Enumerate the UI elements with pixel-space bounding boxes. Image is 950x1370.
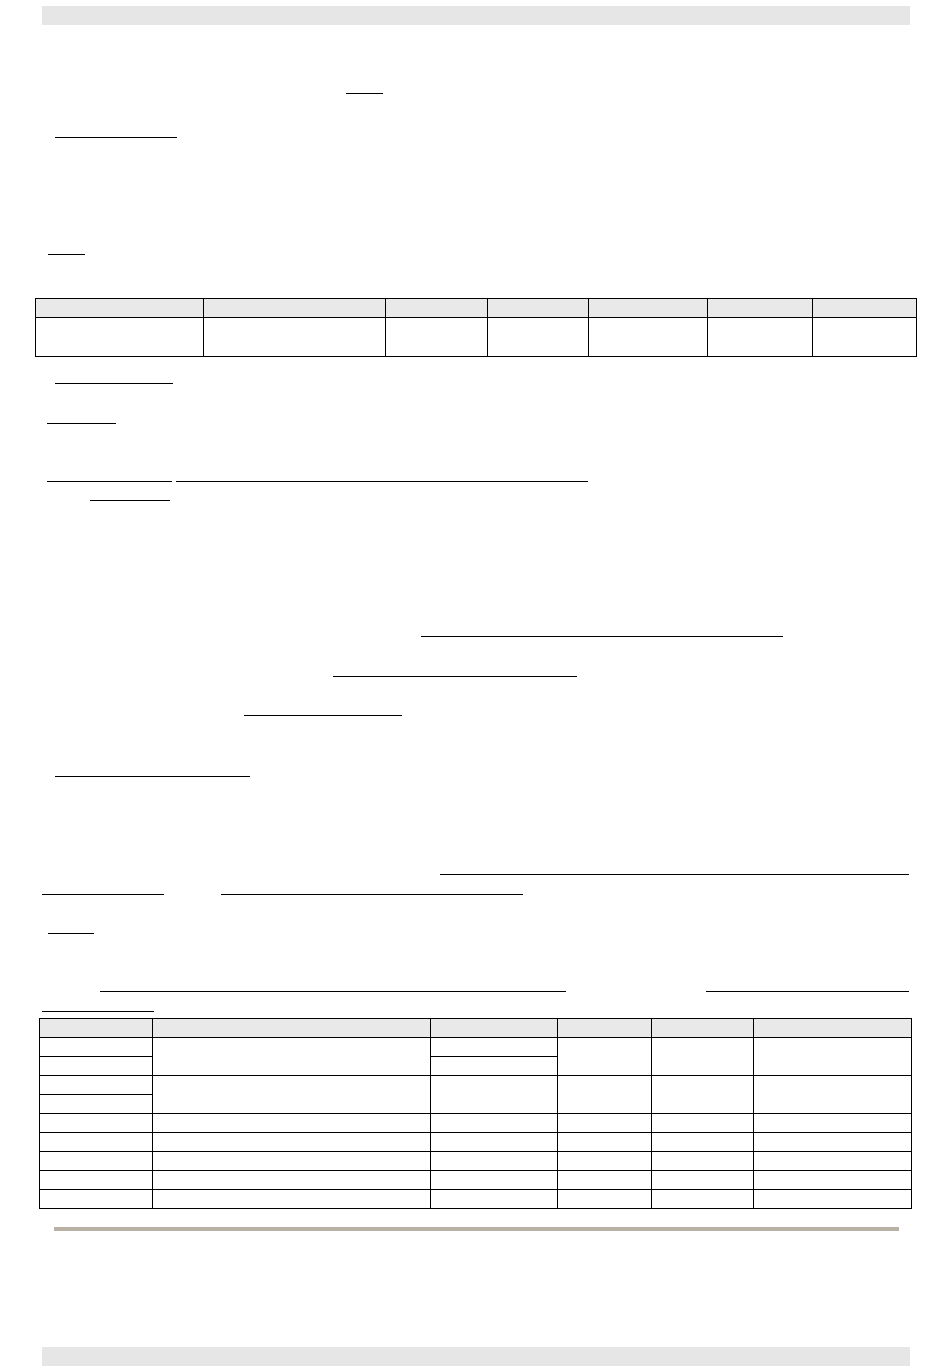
table-cell	[589, 318, 708, 357]
table-header-row	[36, 299, 917, 318]
table-cell	[652, 1076, 754, 1114]
table-row	[40, 1152, 912, 1171]
table-cell	[204, 318, 386, 357]
table-row	[40, 1133, 912, 1152]
table-cell	[431, 1152, 558, 1171]
table-cell	[40, 1057, 153, 1076]
inline-link-underline-2	[333, 676, 577, 677]
table-cell	[431, 1076, 558, 1114]
table-row	[40, 1190, 912, 1209]
inline-link-underline-3	[244, 715, 402, 716]
table-header-cell	[652, 1019, 754, 1038]
table-header-cell	[40, 1019, 153, 1038]
table-header-cell	[431, 1019, 558, 1038]
table-cell	[754, 1133, 912, 1152]
table-cell	[153, 1152, 431, 1171]
link-underline	[176, 481, 588, 482]
inline-link-underline-6	[221, 894, 523, 895]
section-heading-5-underline	[47, 481, 172, 482]
table-header-cell	[36, 299, 204, 318]
table-row	[36, 318, 917, 357]
table-cell	[153, 1038, 431, 1076]
table-cell	[431, 1114, 558, 1133]
table-cell	[652, 1171, 754, 1190]
section-heading-3-underline	[55, 383, 173, 384]
table-row	[40, 1114, 912, 1133]
table-cell	[754, 1076, 912, 1114]
table-header-cell	[153, 1019, 431, 1038]
table-cell	[153, 1114, 431, 1133]
inline-link-underline-8	[706, 991, 909, 992]
table-cell	[431, 1038, 558, 1057]
section-heading-1-underline	[55, 137, 177, 138]
detail-table	[39, 1018, 912, 1209]
section-heading-6-underline	[55, 776, 250, 777]
table-cell	[558, 1171, 652, 1190]
table-header-cell	[488, 299, 589, 318]
table-cell	[431, 1190, 558, 1209]
table-cell	[40, 1076, 153, 1095]
table-cell	[153, 1133, 431, 1152]
table-cell	[431, 1133, 558, 1152]
table-cell	[558, 1133, 652, 1152]
inline-link-underline-4	[440, 874, 909, 875]
table-cell	[754, 1190, 912, 1209]
inline-link-underline-9	[42, 1011, 154, 1012]
table-cell	[40, 1038, 153, 1057]
table-row	[40, 1171, 912, 1190]
table-cell	[153, 1190, 431, 1209]
table-cell	[754, 1114, 912, 1133]
table-cell	[558, 1152, 652, 1171]
footer-band	[42, 1347, 910, 1366]
table-cell	[652, 1190, 754, 1209]
table-header-cell	[558, 1019, 652, 1038]
table-header-row	[40, 1019, 912, 1038]
table-cell	[431, 1057, 558, 1076]
table-cell	[708, 318, 813, 357]
section-heading-2-underline	[48, 254, 85, 255]
table-header-cell	[204, 299, 386, 318]
table-cell	[754, 1171, 912, 1190]
table-cell	[754, 1152, 912, 1171]
table-cell	[40, 1152, 153, 1171]
section-heading-4-underline	[47, 423, 116, 424]
table-cell	[153, 1076, 431, 1114]
table-cell	[558, 1076, 652, 1114]
table-cell	[40, 1190, 153, 1209]
table-cell	[386, 318, 488, 357]
table-cell	[652, 1038, 754, 1076]
title-underline	[346, 93, 383, 94]
inline-link-underline-5	[42, 894, 164, 895]
summary-table	[35, 298, 917, 357]
table-header-cell	[589, 299, 708, 318]
table-header-cell	[708, 299, 813, 318]
table-cell	[558, 1038, 652, 1076]
inline-link-underline-1	[421, 636, 783, 637]
table-cell	[431, 1171, 558, 1190]
table-cell	[754, 1038, 912, 1076]
table-cell	[153, 1171, 431, 1190]
table-cell	[558, 1114, 652, 1133]
table-cell	[652, 1114, 754, 1133]
section-heading-7-underline	[48, 933, 94, 934]
table-cell	[40, 1171, 153, 1190]
table-header-cell	[386, 299, 488, 318]
table-row	[40, 1038, 912, 1057]
inline-link-underline-7	[100, 991, 566, 992]
table-header-cell	[754, 1019, 912, 1038]
table-cell	[813, 318, 917, 357]
table-cell	[558, 1190, 652, 1209]
table-row	[40, 1076, 912, 1095]
table-cell	[652, 1133, 754, 1152]
table-cell	[40, 1133, 153, 1152]
subheading-underline	[90, 500, 170, 501]
table-cell	[488, 318, 589, 357]
table-cell	[40, 1095, 153, 1114]
table-header-cell	[813, 299, 917, 318]
section-divider	[54, 1227, 899, 1231]
table-cell	[36, 318, 204, 357]
table-cell	[40, 1114, 153, 1133]
table-cell	[652, 1152, 754, 1171]
header-band	[42, 6, 910, 25]
